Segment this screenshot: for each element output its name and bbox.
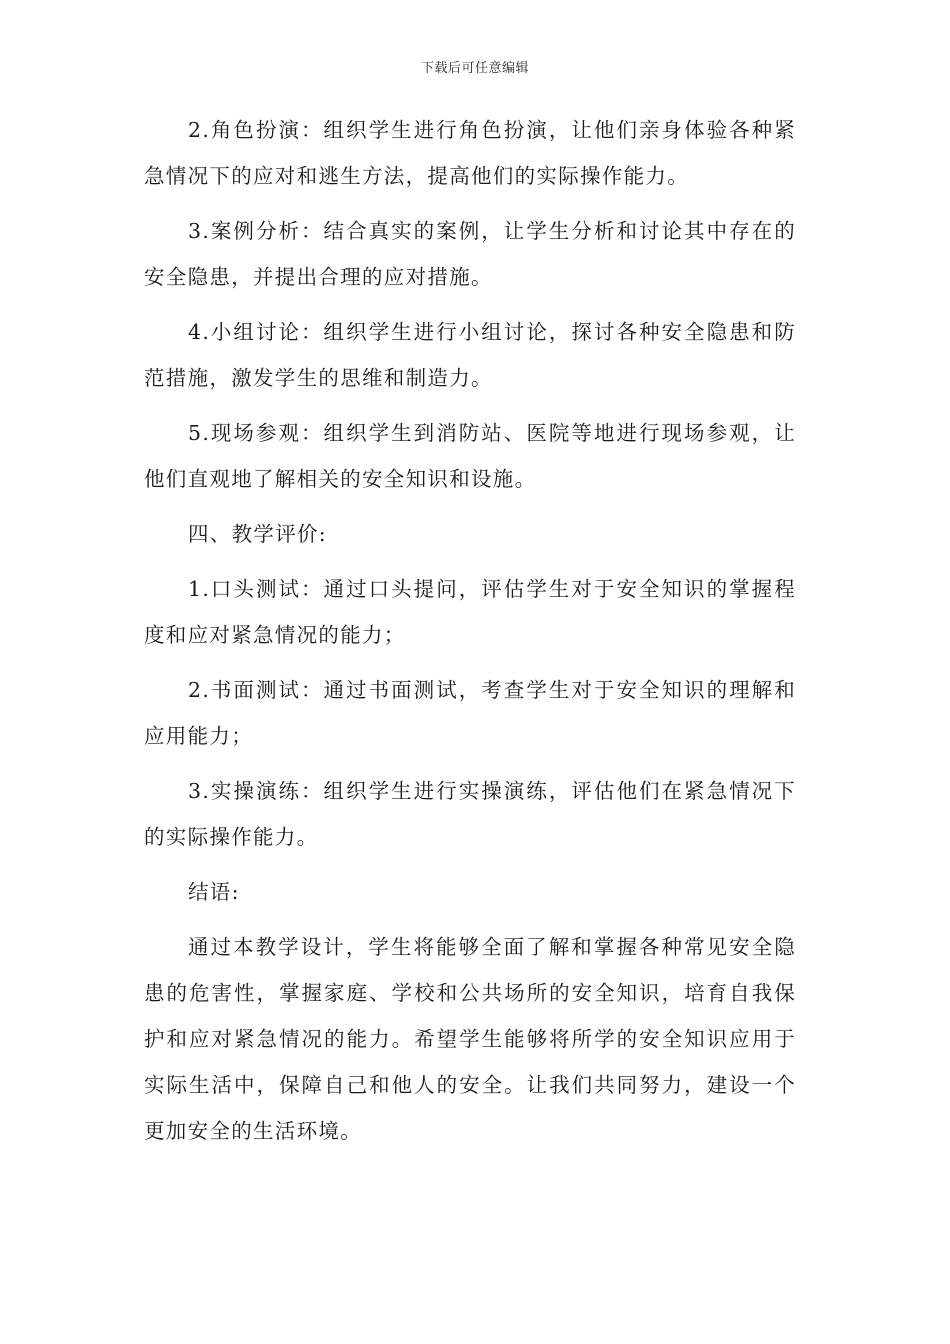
paragraph-group-discussion: 4.小组讨论：组织学生进行小组讨论，探讨各种安全隐患和防范措施，激发学生的思维和制造力。	[144, 320, 796, 390]
paragraph-role-play: 2.角色扮演：组织学生进行角色扮演，让他们亲身体验各种紧急情况下的应对和逃生方法，提高他们的实际操作能力。	[144, 118, 796, 188]
paragraph-written-test: 2.书面测试：通过书面测试，考查学生对于安全知识的理解和应用能力；	[144, 678, 796, 748]
paragraph-case-analysis: 3.案例分析：结合真实的案例，让学生分析和讨论其中存在的安全隐患，并提出合理的应对措施。	[144, 219, 796, 289]
section-heading-evaluation: 四、教学评价:	[188, 522, 328, 546]
paragraph-site-visit: 5.现场参观：组织学生到消防站、医院等地进行现场参观，让他们直观地了解相关的安全知识和设施。	[144, 421, 796, 491]
section-heading-conclusion: 结语:	[188, 880, 240, 904]
paragraph-oral-test: 1.口头测试：通过口头提问，评估学生对于安全知识的掌握程度和应对紧急情况的能力；	[144, 577, 796, 647]
paragraph-conclusion: 通过本教学设计，学生将能够全面了解和掌握各种常见安全隐患的危害性，掌握家庭、学校和公共场所的安全知识，培育自我保护和应对紧急情况的能力。希望学生能够将所学的安全知识应用于实际生活中，保障自己和他人的安全。让我们共同努力，建设一个更加安全的生活环境。	[144, 935, 796, 1143]
document-body	[144, 107, 796, 1163]
page-header-note: 下载后可任意编辑	[420, 61, 529, 76]
paragraph-practical-drill: 3.实操演练：组织学生进行实操演练，评估他们在紧急情况下的实际操作能力。	[144, 779, 796, 849]
